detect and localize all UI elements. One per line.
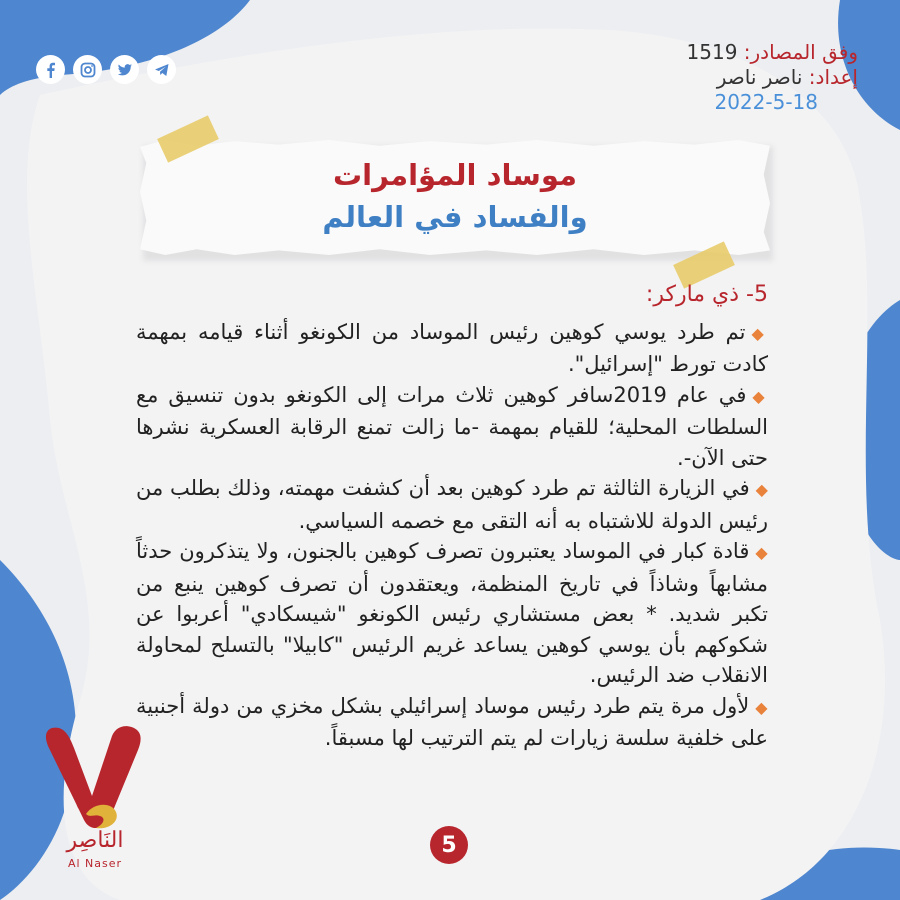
paragraph-text: قادة كبار في الموساد يعتبرون تصرف كوهين بالجنون، ولا يتذكرون حدثاً مشابهاً وشاذاً في تاريخ المنظمة، ويعتقدون أن تصرف كوهين ينبع من تكبر شديد. * بعض مستشاري رئيس الكونغو "شيسكادي" أعربوا عن شكوكهم بأن يوسي كوهين يساعد غريم الرئيس "كابيلا" بالتسلح لمحاولة الانقلاب ضد الرئيس. <box>136 539 768 687</box>
title-line-2: والفساد في العالم <box>322 200 588 234</box>
telegram-icon[interactable] <box>147 55 176 84</box>
paragraph-text: في عام 2019سافر كوهين ثلاث مرات إلى الكونغو بدون تنسيق مع السلطات المحلية؛ للقيام بمهمة -ما زالت تمنع الرقابة العسكرية نشرها حتى الآن-. <box>136 382 768 470</box>
author-label: إعداد: <box>808 65 858 89</box>
author-value: ناصر ناصر <box>716 65 803 89</box>
article-body <box>136 280 768 754</box>
diamond-bullet-icon: ◆ <box>755 697 769 717</box>
header-info <box>498 40 858 115</box>
sources-line <box>498 40 858 65</box>
author-line <box>498 65 858 90</box>
twitter-icon[interactable] <box>110 55 139 84</box>
logo-latin-text: Al Naser <box>67 857 123 870</box>
paragraph-text: في الزيارة الثالثة تم طرد كوهين بعد أن كشفت مهمته، وذلك بطلب من رئيس الدولة للاشتباه به أنه التقى مع خصمه السياسي. <box>136 476 768 533</box>
title-line-1: موساد المؤامرات <box>333 158 577 192</box>
social-icons <box>36 55 176 84</box>
instagram-icon[interactable] <box>73 55 102 84</box>
diamond-bullet-icon: ◆ <box>751 323 768 343</box>
diamond-bullet-icon: ◆ <box>755 543 768 562</box>
paragraph-text: تم طرد يوسي كوهين رئيس الموساد من الكونغو أثناء قيامه بمهمة كادت تورط "إسرائيل". <box>136 319 768 376</box>
paragraph <box>136 473 768 536</box>
diamond-bullet-icon: ◆ <box>755 480 768 499</box>
logo-arabic-text: النَاصِر <box>66 828 124 853</box>
paragraph <box>136 536 768 691</box>
paragraph-text: لأول مرة يتم طرد رئيس موساد إسرائيلي بشكل مخزي من دولة أجنبية على خلفية سلسة زيارات لم يتم الترتيب لها مسبقاً. <box>136 693 768 750</box>
section-subheading: 5- ذي ماركر: <box>645 282 768 307</box>
al-naser-logo-icon <box>34 718 164 878</box>
facebook-icon[interactable] <box>36 55 65 84</box>
paragraph <box>136 380 768 474</box>
page-number-badge: 5 <box>430 826 468 864</box>
paragraph <box>136 317 768 380</box>
paragraph <box>136 691 768 754</box>
sources-value: 1519 <box>686 40 738 64</box>
diamond-bullet-icon: ◆ <box>752 386 768 406</box>
publish-date: 2022-5-18 <box>714 90 818 114</box>
sources-label: وفق المصادر: <box>743 40 858 64</box>
